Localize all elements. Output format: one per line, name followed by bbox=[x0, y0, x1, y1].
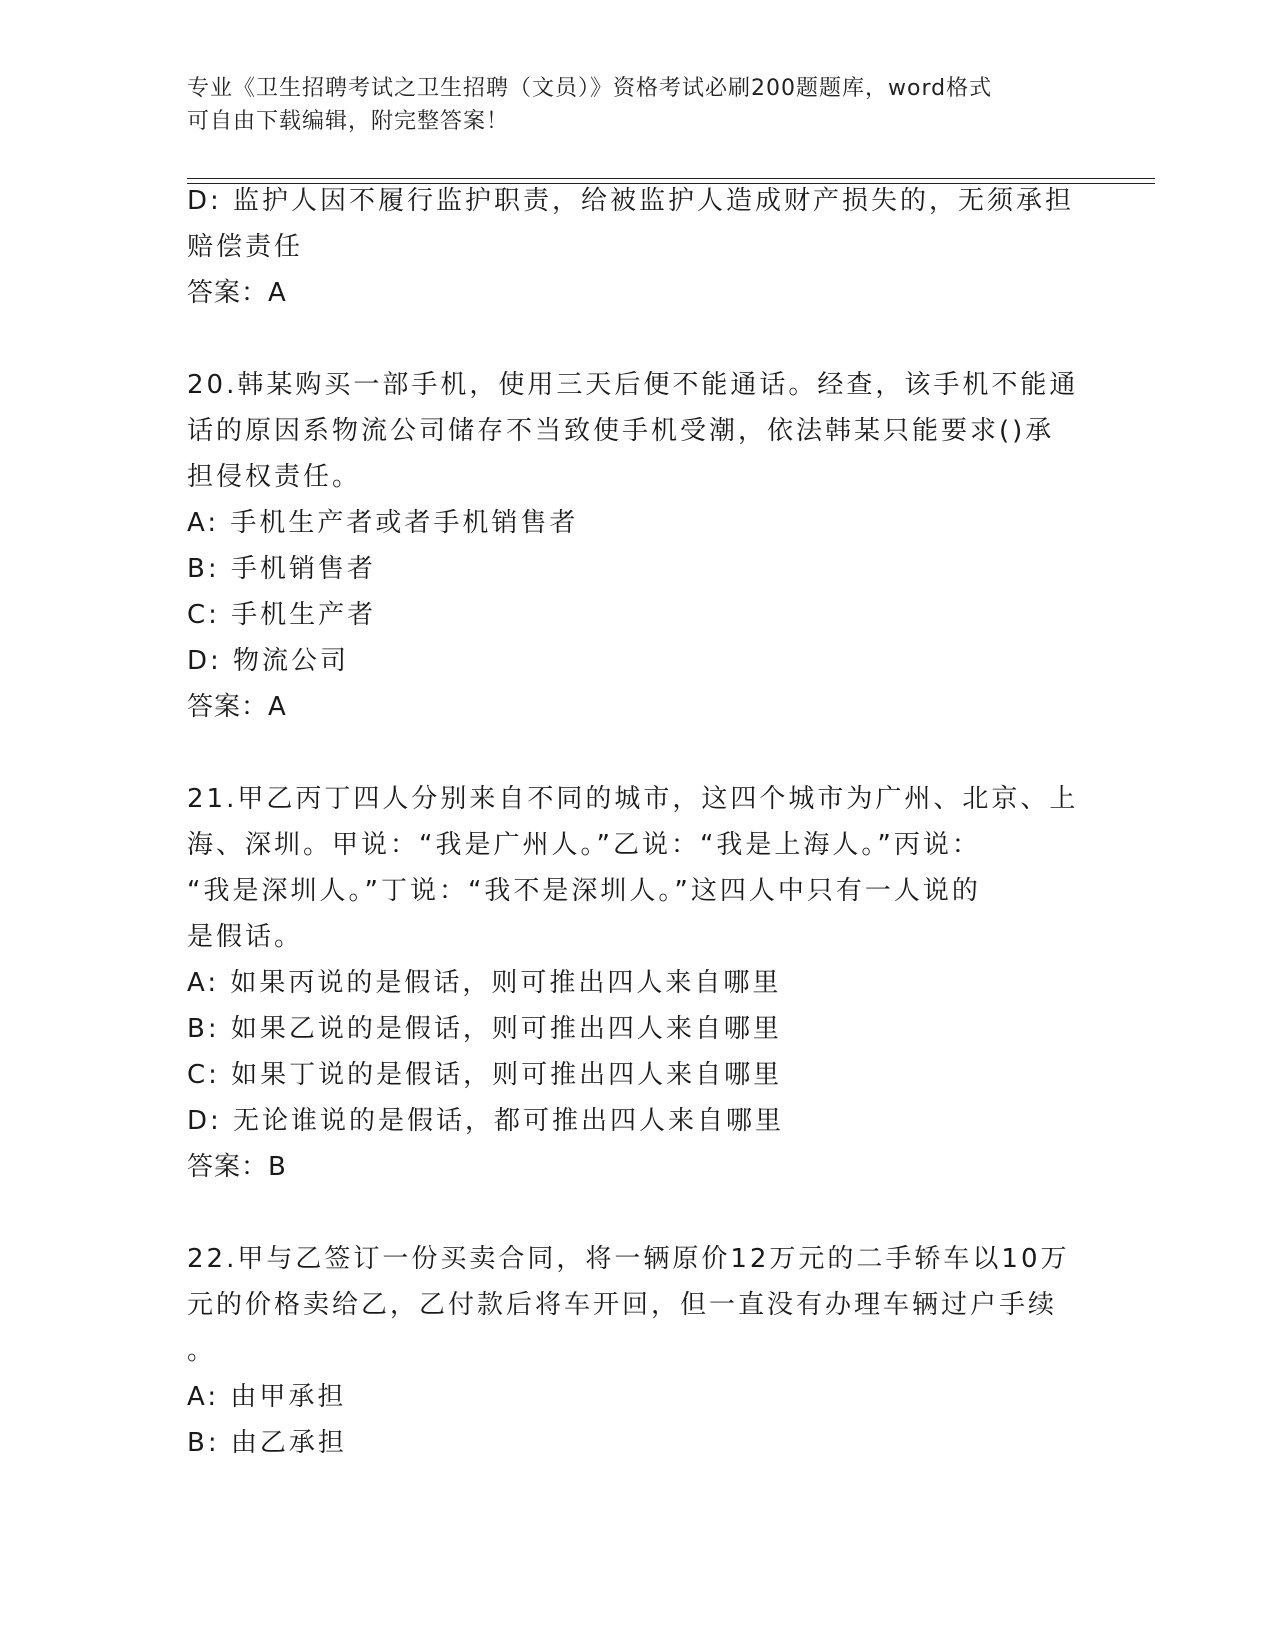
header-title-line-2: 可自由下载编辑，附完整答案！ bbox=[187, 109, 510, 134]
answer-label: 答案：A bbox=[187, 692, 287, 722]
option-b: B: 由乙承担 bbox=[187, 1428, 347, 1458]
question-stem-line-1: 20.韩某购买一部手机，使用三天后便不能通话。经查，该手机不能通 bbox=[187, 370, 1079, 400]
header-title-line-1: 专业《卫生招聘考试之卫生招聘（文员）》资格考试必刷200题题库，word格式 bbox=[187, 76, 993, 101]
option-d-line-2: 赔偿责任 bbox=[187, 232, 304, 262]
question-stem-line-2: 元的价格卖给乙，乙付款后将车开回，但一直没有办理车辆过户手续 bbox=[187, 1290, 1058, 1320]
question-stem-line-3: 。 bbox=[187, 1336, 217, 1366]
option-c: C: 如果丁说的是假话，则可推出四人来自哪里 bbox=[187, 1060, 783, 1090]
question-stem-line-1: 22.甲与乙签订一份买卖合同，将一辆原价12万元的二手轿车以10万 bbox=[187, 1244, 1070, 1274]
option-a: A: 手机生产者或者手机销售者 bbox=[187, 508, 579, 538]
spacer bbox=[187, 1190, 1087, 1236]
question-stem-line-3: 担侵权责任。 bbox=[187, 462, 362, 492]
option-d: D: 物流公司 bbox=[187, 646, 350, 676]
question-stem-line-3: “我是深圳人。”丁说：“我不是深圳人。”这四人中只有一人说的 bbox=[187, 876, 981, 906]
question-stem-line-2: 海、深圳。甲说：“我是广州人。”乙说：“我是上海人。”丙说： bbox=[187, 830, 981, 860]
question-stem-line-1: 21.甲乙丙丁四人分别来自不同的城市，这四个城市为广州、北京、上 bbox=[187, 784, 1079, 814]
question-stem-line-4: 是假话。 bbox=[187, 922, 304, 952]
option-a: A: 由甲承担 bbox=[187, 1382, 347, 1412]
question-stem-line-2: 话的原因系物流公司储存不当致使手机受潮，依法韩某只能要求()承 bbox=[187, 416, 1055, 446]
answer-label: 答案：A bbox=[187, 278, 287, 308]
spacer bbox=[187, 316, 1087, 362]
question-list bbox=[187, 178, 1087, 1466]
option-a: A: 如果丙说的是假话，则可推出四人来自哪里 bbox=[187, 968, 782, 998]
question-22 bbox=[187, 1236, 1087, 1466]
spacer bbox=[187, 730, 1087, 776]
answer-label: 答案：B bbox=[187, 1152, 287, 1182]
option-b: B: 如果乙说的是假话，则可推出四人来自哪里 bbox=[187, 1014, 782, 1044]
question-20 bbox=[187, 362, 1087, 730]
question-19-tail bbox=[187, 178, 1087, 316]
page-header bbox=[187, 72, 1067, 138]
option-b: B: 手机销售者 bbox=[187, 554, 376, 584]
option-d-line-1: D: 监护人因不履行监护职责，给被监护人造成财产损失的，无须承担 bbox=[187, 186, 1075, 216]
question-21 bbox=[187, 776, 1087, 1190]
option-d: D: 无论谁说的是假话，都可推出四人来自哪里 bbox=[187, 1106, 785, 1136]
option-c: C: 手机生产者 bbox=[187, 600, 377, 630]
